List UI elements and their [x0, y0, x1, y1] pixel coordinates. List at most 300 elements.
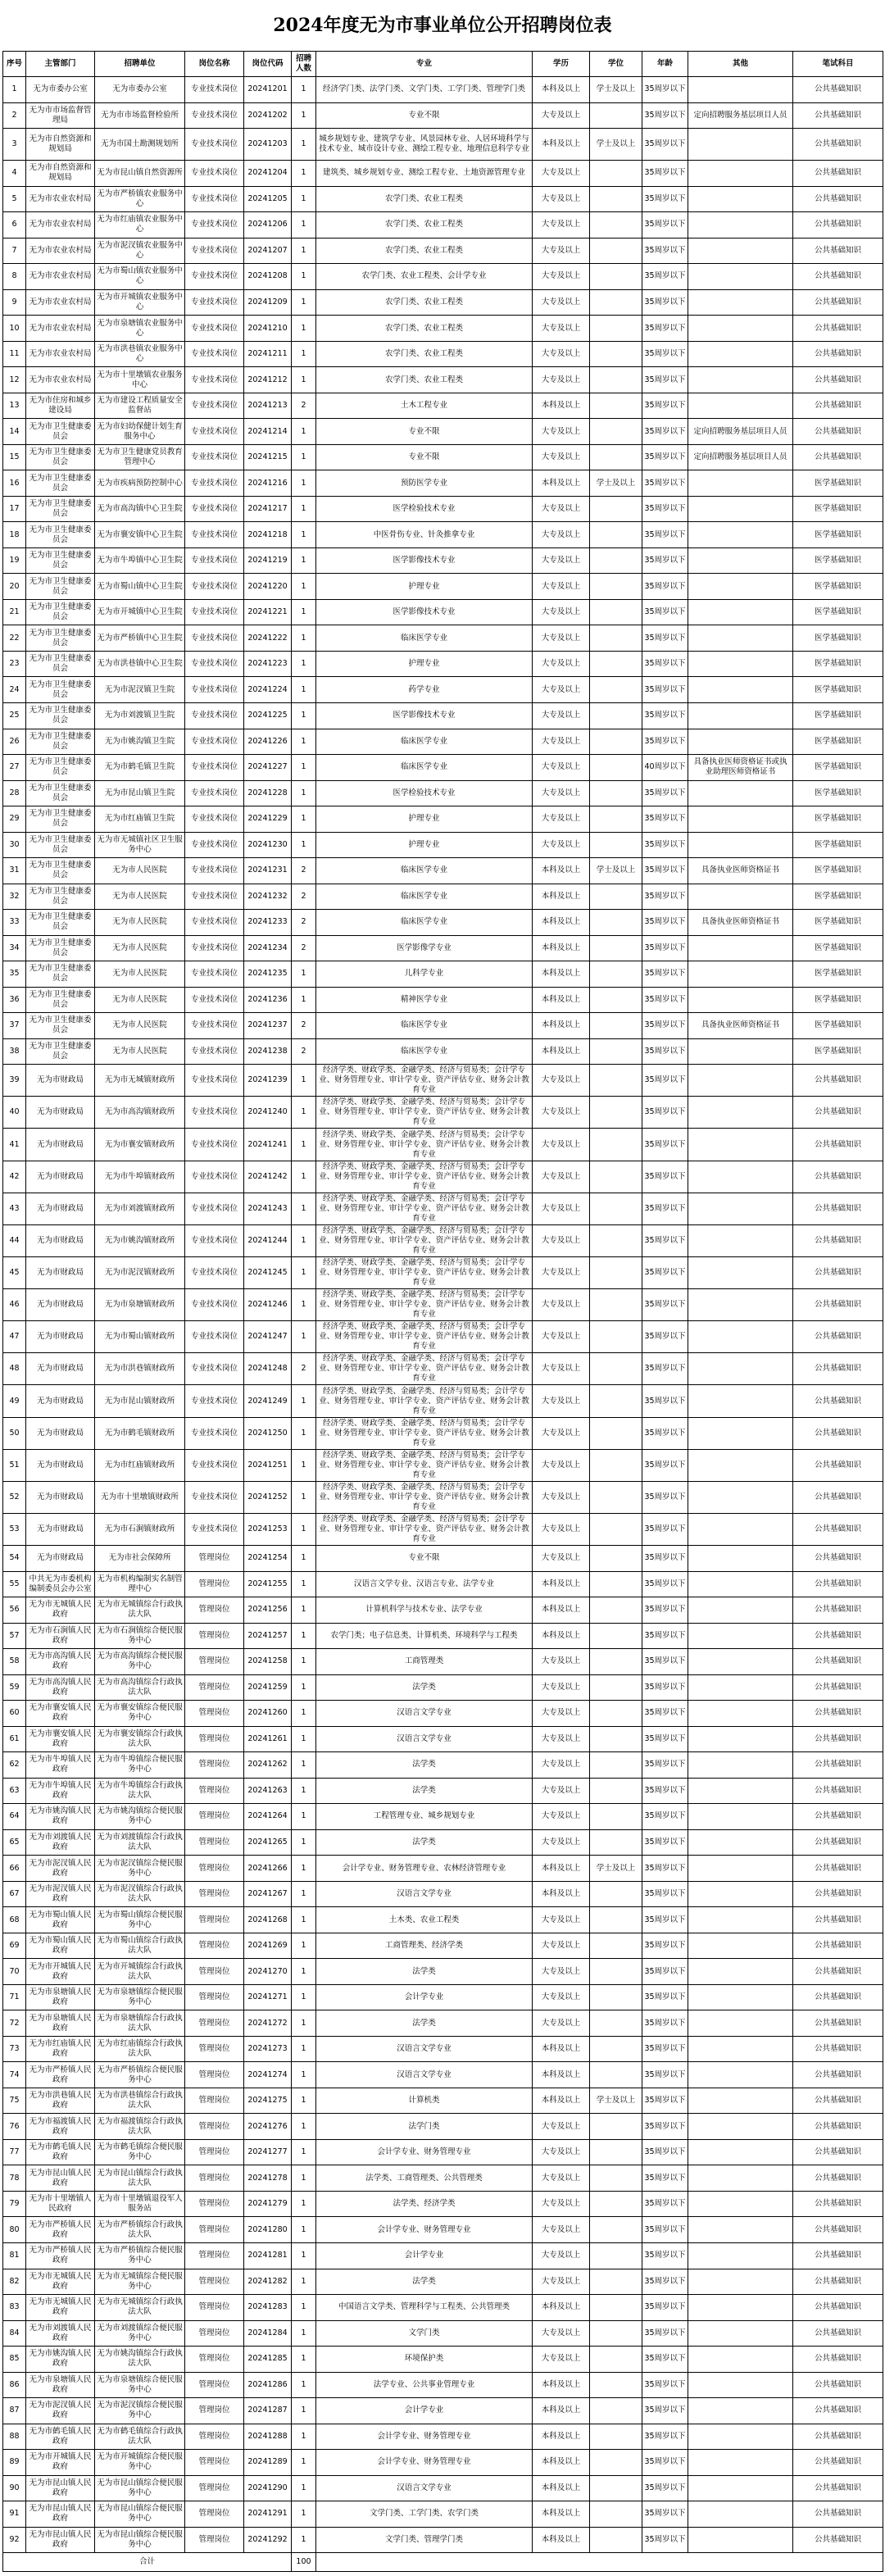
- dept-cell: 无为市农业农村局: [26, 341, 95, 367]
- post-code-cell: 20241206: [244, 212, 292, 239]
- major-cell: 经济学类、财政学类、金融学类、经济与贸易类；会计学专业、财务管理专业、审计学专业、资产评估专业、财务会计教育专业: [316, 1321, 533, 1353]
- other-cell: [688, 1289, 793, 1321]
- major-cell: 医学检验技术专业: [316, 496, 533, 522]
- post-code-cell: 20241241: [244, 1129, 292, 1161]
- exam-cell: 公共基础知识: [793, 129, 883, 161]
- age-cell: 35周岁以下: [642, 2062, 688, 2088]
- post-code-cell: 20241268: [244, 1907, 292, 1933]
- major-cell: 医学影像技术专业: [316, 702, 533, 729]
- degree-cell: [590, 212, 642, 239]
- table-row: [3, 1256, 883, 1288]
- post-code-cell: 20241272: [244, 2010, 292, 2037]
- post-name-cell: 管理岗位: [185, 1623, 244, 1649]
- count-cell: 2: [292, 935, 316, 961]
- unit-cell: 无为市严桥镇农业服务中心: [95, 186, 185, 212]
- count-cell: 1: [292, 1829, 316, 1856]
- major-cell: 会计学专业、财务管理专业: [316, 2217, 533, 2243]
- major-cell: 专业不限: [316, 1546, 533, 1572]
- unit-cell: 无为市泥汊镇综合行政执法大队: [95, 1881, 185, 1907]
- count-cell: 1: [292, 238, 316, 264]
- post-name-cell: 管理岗位: [185, 1856, 244, 1882]
- post-name-cell: 专业技术岗位: [185, 1256, 244, 1288]
- count-cell: 1: [292, 1513, 316, 1545]
- count-cell: 1: [292, 522, 316, 548]
- table-row: [3, 186, 883, 212]
- post-code-cell: 20241222: [244, 625, 292, 652]
- table-row: [3, 832, 883, 858]
- unit-cell: 无为市昆山镇综合便民服务中心: [95, 2501, 185, 2528]
- post-name-cell: 专业技术岗位: [185, 289, 244, 316]
- unit-cell: 无为市鹤毛镇综合便民服务中心: [95, 2139, 185, 2165]
- dept-cell: 无为市卫生健康委员会: [26, 832, 95, 858]
- unit-cell: 无为市昆山镇综合行政执法大队: [95, 2165, 185, 2192]
- age-cell: 35周岁以下: [642, 212, 688, 239]
- row-index: 23: [3, 651, 26, 677]
- count-cell: 1: [292, 1649, 316, 1675]
- table-row: [3, 935, 883, 961]
- major-cell: 建筑类、城乡规划专业、测绘工程专业、土地资源管理专业: [316, 161, 533, 187]
- post-code-cell: 20241287: [244, 2398, 292, 2424]
- education-cell: 大专及以上: [533, 1674, 590, 1701]
- post-code-cell: 20241278: [244, 2165, 292, 2192]
- dept-cell: 无为市财政局: [26, 1449, 95, 1481]
- exam-cell: 公共基础知识: [793, 2450, 883, 2476]
- major-cell: 农学门类、农业工程类: [316, 289, 533, 316]
- age-cell: 35周岁以下: [642, 129, 688, 161]
- other-cell: [688, 1256, 793, 1288]
- major-cell: 文学门类、工学门类、农学门类: [316, 2501, 533, 2528]
- count-cell: 1: [292, 574, 316, 600]
- table-row: [3, 1701, 883, 1727]
- post-code-cell: 20241292: [244, 2527, 292, 2553]
- unit-cell: 无为市刘渡镇综合行政执法大队: [95, 1829, 185, 1856]
- education-cell: 本科及以上: [533, 393, 590, 419]
- major-cell: 临床医学专业: [316, 1038, 533, 1065]
- age-cell: 35周岁以下: [642, 599, 688, 625]
- exam-cell: 公共基础知识: [793, 2295, 883, 2321]
- education-cell: 大专及以上: [533, 2269, 590, 2295]
- post-code-cell: 20241213: [244, 393, 292, 419]
- post-code-cell: 20241275: [244, 2088, 292, 2114]
- degree-cell: [590, 935, 642, 961]
- unit-cell: 无为市洪巷镇综合行政执法大队: [95, 2088, 185, 2114]
- row-index: 41: [3, 1129, 26, 1161]
- major-cell: 医学检验技术专业: [316, 780, 533, 806]
- age-cell: 35周岁以下: [642, 77, 688, 103]
- exam-cell: 公共基础知识: [793, 2010, 883, 2037]
- post-name-cell: 管理岗位: [185, 2527, 244, 2553]
- exam-cell: 公共基础知识: [793, 1513, 883, 1545]
- count-cell: 1: [292, 2398, 316, 2424]
- table-row: [3, 1129, 883, 1161]
- other-cell: [688, 2475, 793, 2501]
- table-row: [3, 2165, 883, 2192]
- other-cell: [688, 729, 793, 755]
- age-cell: 35周岁以下: [642, 1597, 688, 1624]
- major-cell: 专业不限: [316, 419, 533, 445]
- age-cell: 40周岁以下: [642, 755, 688, 781]
- unit-cell: 无为市昆山镇自然资源所: [95, 161, 185, 187]
- table-row: [3, 1674, 883, 1701]
- exam-cell: 医学基础知识: [793, 961, 883, 988]
- table-row: [3, 987, 883, 1013]
- education-cell: 大专及以上: [533, 2320, 590, 2347]
- post-name-cell: 专业技术岗位: [185, 1385, 244, 1417]
- post-name-cell: 管理岗位: [185, 1984, 244, 2010]
- exam-cell: 公共基础知识: [793, 1623, 883, 1649]
- major-cell: 农学门类、农业工程类: [316, 186, 533, 212]
- post-code-cell: 20241284: [244, 2320, 292, 2347]
- major-cell: 汉语言文学专业、汉语言专业、法学专业: [316, 1571, 533, 1597]
- education-cell: 本科及以上: [533, 2295, 590, 2321]
- exam-cell: 医学基础知识: [793, 547, 883, 574]
- unit-cell: 无为市蜀山镇综合行政执法大队: [95, 1933, 185, 1959]
- count-cell: 2: [292, 858, 316, 884]
- row-index: 20: [3, 574, 26, 600]
- post-code-cell: 20241204: [244, 161, 292, 187]
- degree-cell: [590, 1726, 642, 1752]
- post-code-cell: 20241225: [244, 702, 292, 729]
- degree-cell: [590, 496, 642, 522]
- post-name-cell: 管理岗位: [185, 1597, 244, 1624]
- post-code-cell: 20241286: [244, 2372, 292, 2398]
- post-name-cell: 管理岗位: [185, 2114, 244, 2140]
- age-cell: 35周岁以下: [642, 806, 688, 833]
- education-cell: 大专及以上: [533, 1546, 590, 1572]
- education-cell: 大专及以上: [533, 755, 590, 781]
- post-code-cell: 20241231: [244, 858, 292, 884]
- major-cell: 专业不限: [316, 102, 533, 129]
- table-row: [3, 625, 883, 652]
- unit-cell: 无为市鹤毛镇财政所: [95, 1417, 185, 1449]
- age-cell: 35周岁以下: [642, 1513, 688, 1545]
- dept-cell: 无为市牛埠镇人民政府: [26, 1752, 95, 1779]
- dept-cell: 无为市自然资源和规划局: [26, 129, 95, 161]
- other-cell: [688, 470, 793, 497]
- table-row: [3, 496, 883, 522]
- dept-cell: 无为市泉塘镇人民政府: [26, 1984, 95, 2010]
- dept-cell: 无为市委办公室: [26, 77, 95, 103]
- table-row: [3, 2036, 883, 2062]
- post-name-cell: 管理岗位: [185, 1907, 244, 1933]
- other-cell: [688, 367, 793, 393]
- exam-cell: 公共基础知识: [793, 1321, 883, 1353]
- age-cell: 35周岁以下: [642, 316, 688, 342]
- row-index: 34: [3, 935, 26, 961]
- other-cell: [688, 1856, 793, 1882]
- exam-cell: 公共基础知识: [793, 1481, 883, 1513]
- exam-cell: 公共基础知识: [793, 2398, 883, 2424]
- major-cell: 工程管理专业、城乡规划专业: [316, 1804, 533, 1830]
- unit-cell: 无为市开城镇综合便民服务中心: [95, 2450, 185, 2476]
- count-cell: 1: [292, 1778, 316, 1804]
- dept-cell: 无为市卫生健康委员会: [26, 1038, 95, 1065]
- degree-cell: [590, 1321, 642, 1353]
- exam-cell: 公共基础知识: [793, 2501, 883, 2528]
- other-cell: [688, 2527, 793, 2553]
- major-cell: 经济学类、财政学类、金融学类、经济与贸易类；会计学专业、财务管理专业、审计学专业、资产评估专业、财务会计教育专业: [316, 1193, 533, 1224]
- major-cell: 精神医学专业: [316, 987, 533, 1013]
- post-name-cell: 管理岗位: [185, 2062, 244, 2088]
- major-cell: 临床医学专业: [316, 755, 533, 781]
- row-index: 43: [3, 1193, 26, 1224]
- row-index: 89: [3, 2450, 26, 2476]
- table-row: [3, 677, 883, 703]
- other-cell: [688, 2398, 793, 2424]
- unit-cell: 无为市姚沟镇卫生院: [95, 729, 185, 755]
- other-cell: [688, 1161, 793, 1193]
- count-cell: 1: [292, 1289, 316, 1321]
- education-cell: 大专及以上: [533, 1417, 590, 1449]
- dept-cell: 无为市财政局: [26, 1097, 95, 1129]
- degree-cell: [590, 1623, 642, 1649]
- table-row: [3, 910, 883, 936]
- major-cell: 会计学专业、财务管理专业: [316, 2450, 533, 2476]
- exam-cell: 公共基础知识: [793, 1597, 883, 1624]
- post-name-cell: 专业技术岗位: [185, 1321, 244, 1353]
- exam-cell: 医学基础知识: [793, 987, 883, 1013]
- other-cell: [688, 2450, 793, 2476]
- unit-cell: 无为市严桥镇中心卫生院: [95, 625, 185, 652]
- dept-cell: 无为市农业农村局: [26, 186, 95, 212]
- other-cell: [688, 341, 793, 367]
- table-row: [3, 1984, 883, 2010]
- other-cell: [688, 1353, 793, 1385]
- row-index: 72: [3, 2010, 26, 2037]
- table-row: [3, 1829, 883, 1856]
- major-cell: 文学门类、管理学门类: [316, 2527, 533, 2553]
- other-cell: [688, 599, 793, 625]
- row-index: 52: [3, 1481, 26, 1513]
- post-name-cell: 专业技术岗位: [185, 1013, 244, 1039]
- exam-cell: 公共基础知识: [793, 1881, 883, 1907]
- unit-cell: 无为市襄安镇综合便民服务中心: [95, 1701, 185, 1727]
- other-cell: [688, 987, 793, 1013]
- table-row: [3, 2191, 883, 2217]
- age-cell: 35周岁以下: [642, 961, 688, 988]
- other-cell: [688, 2320, 793, 2347]
- dept-cell: 无为市农业农村局: [26, 238, 95, 264]
- table-footer-row: [3, 2553, 883, 2572]
- age-cell: 35周岁以下: [642, 341, 688, 367]
- count-cell: 1: [292, 961, 316, 988]
- table-row: [3, 2217, 883, 2243]
- post-code-cell: 20241238: [244, 1038, 292, 1065]
- other-cell: [688, 1417, 793, 1449]
- post-name-cell: 专业技术岗位: [185, 987, 244, 1013]
- post-name-cell: 专业技术岗位: [185, 316, 244, 342]
- post-name-cell: 专业技术岗位: [185, 1129, 244, 1161]
- dept-cell: 无为市卫生健康委员会: [26, 574, 95, 600]
- table-row: [3, 2295, 883, 2321]
- exam-cell: 公共基础知识: [793, 2424, 883, 2450]
- count-cell: 1: [292, 1321, 316, 1353]
- education-cell: 大专及以上: [533, 1649, 590, 1675]
- degree-cell: [590, 1959, 642, 1985]
- count-cell: 1: [292, 470, 316, 497]
- major-cell: 会计学专业、财务管理专业、农林经济管理专业: [316, 1856, 533, 1882]
- post-code-cell: 20241252: [244, 1481, 292, 1513]
- exam-cell: 医学基础知识: [793, 806, 883, 833]
- degree-cell: [590, 1778, 642, 1804]
- table-row: [3, 1321, 883, 1353]
- post-code-cell: 20241271: [244, 1984, 292, 2010]
- total-count: 100: [292, 2553, 316, 2572]
- dept-cell: 无为市姚沟镇人民政府: [26, 2347, 95, 2373]
- degree-cell: [590, 1933, 642, 1959]
- age-cell: 35周岁以下: [642, 2398, 688, 2424]
- education-cell: 大专及以上: [533, 1321, 590, 1353]
- exam-cell: 公共基础知识: [793, 1289, 883, 1321]
- exam-cell: 医学基础知识: [793, 729, 883, 755]
- unit-cell: 无为市严桥镇综合便民服务中心: [95, 2243, 185, 2269]
- dept-cell: 无为市财政局: [26, 1321, 95, 1353]
- education-cell: 大专及以上: [533, 212, 590, 239]
- other-cell: [688, 1726, 793, 1752]
- age-cell: 35周岁以下: [642, 496, 688, 522]
- age-cell: 35周岁以下: [642, 2424, 688, 2450]
- table-row: [3, 289, 883, 316]
- post-name-cell: 专业技术岗位: [185, 102, 244, 129]
- exam-cell: 医学基础知识: [793, 780, 883, 806]
- count-cell: 1: [292, 1224, 316, 1256]
- post-name-cell: 管理岗位: [185, 1959, 244, 1985]
- column-header: 学位: [590, 52, 642, 77]
- education-cell: 大专及以上: [533, 547, 590, 574]
- row-index: 80: [3, 2217, 26, 2243]
- post-code-cell: 20241223: [244, 651, 292, 677]
- dept-cell: 无为市泉塘镇人民政府: [26, 2010, 95, 2037]
- other-cell: [688, 884, 793, 910]
- dept-cell: 无为市泥汊镇人民政府: [26, 2398, 95, 2424]
- major-cell: 法学类: [316, 1752, 533, 1779]
- age-cell: 35周岁以下: [642, 1804, 688, 1830]
- column-header: 学历: [533, 52, 590, 77]
- education-cell: 大专及以上: [533, 1224, 590, 1256]
- age-cell: 35周岁以下: [642, 1256, 688, 1288]
- table-row: [3, 1778, 883, 1804]
- post-code-cell: 20241202: [244, 102, 292, 129]
- education-cell: 大专及以上: [533, 1984, 590, 2010]
- post-name-cell: 专业技术岗位: [185, 470, 244, 497]
- major-cell: 儿科学专业: [316, 961, 533, 988]
- column-header: 专业: [316, 52, 533, 77]
- dept-cell: 无为市农业农村局: [26, 367, 95, 393]
- row-index: 30: [3, 832, 26, 858]
- exam-cell: 公共基础知识: [793, 1752, 883, 1779]
- row-index: 27: [3, 755, 26, 781]
- count-cell: 1: [292, 1065, 316, 1097]
- other-cell: [688, 522, 793, 548]
- post-code-cell: 20241283: [244, 2295, 292, 2321]
- major-cell: 临床医学专业: [316, 1013, 533, 1039]
- post-name-cell: 专业技术岗位: [185, 910, 244, 936]
- row-index: 14: [3, 419, 26, 445]
- unit-cell: 无为市牛埠镇综合行政执法大队: [95, 1778, 185, 1804]
- exam-cell: 公共基础知识: [793, 264, 883, 290]
- major-cell: 会计学专业: [316, 2243, 533, 2269]
- exam-cell: 公共基础知识: [793, 1984, 883, 2010]
- table-row: [3, 858, 883, 884]
- count-cell: 1: [292, 2217, 316, 2243]
- count-cell: 1: [292, 496, 316, 522]
- degree-cell: [590, 1193, 642, 1224]
- major-cell: 法学类: [316, 2269, 533, 2295]
- post-name-cell: 专业技术岗位: [185, 367, 244, 393]
- dept-cell: 无为市襄安镇人民政府: [26, 1701, 95, 1727]
- exam-cell: 公共基础知识: [793, 1097, 883, 1129]
- count-cell: 2: [292, 393, 316, 419]
- unit-cell: 无为市严桥镇综合便民服务中心: [95, 2062, 185, 2088]
- post-code-cell: 20241255: [244, 1571, 292, 1597]
- degree-cell: [590, 910, 642, 936]
- count-cell: 1: [292, 419, 316, 445]
- post-code-cell: 20241235: [244, 961, 292, 988]
- post-name-cell: 专业技术岗位: [185, 264, 244, 290]
- degree-cell: [590, 2398, 642, 2424]
- exam-cell: 公共基础知识: [793, 102, 883, 129]
- exam-cell: 公共基础知识: [793, 289, 883, 316]
- education-cell: 大专及以上: [533, 419, 590, 445]
- major-cell: 护理专业: [316, 806, 533, 833]
- age-cell: 35周岁以下: [642, 2475, 688, 2501]
- degree-cell: [590, 832, 642, 858]
- post-code-cell: 20241257: [244, 1623, 292, 1649]
- post-code-cell: 20241269: [244, 1933, 292, 1959]
- dept-cell: 无为市昆山镇人民政府: [26, 2165, 95, 2192]
- exam-cell: 公共基础知识: [793, 1193, 883, 1224]
- exam-cell: 公共基础知识: [793, 2243, 883, 2269]
- major-cell: 汉语言文学专业: [316, 2475, 533, 2501]
- dept-cell: 无为市洪巷镇人民政府: [26, 2088, 95, 2114]
- post-name-cell: 专业技术岗位: [185, 419, 244, 445]
- exam-cell: 医学基础知识: [793, 1038, 883, 1065]
- dept-cell: 无为市牛埠镇人民政府: [26, 1778, 95, 1804]
- row-index: 73: [3, 2036, 26, 2062]
- major-cell: 临床医学专业: [316, 729, 533, 755]
- post-code-cell: 20241246: [244, 1289, 292, 1321]
- table-row: [3, 884, 883, 910]
- row-index: 42: [3, 1161, 26, 1193]
- age-cell: 35周岁以下: [642, 1933, 688, 1959]
- major-cell: 经济学类、财政学类、金融学类、经济与贸易类；会计学专业、财务管理专业、审计学专业、资产评估专业、财务会计教育专业: [316, 1417, 533, 1449]
- education-cell: 大专及以上: [533, 1959, 590, 1985]
- degree-cell: [590, 806, 642, 833]
- major-cell: 经济学类、财政学类、金融学类、经济与贸易类；会计学专业、财务管理专业、审计学专业、资产评估专业、财务会计教育专业: [316, 1161, 533, 1193]
- post-name-cell: 管理岗位: [185, 1829, 244, 1856]
- table-row: [3, 1804, 883, 1830]
- dept-cell: 无为市昆山镇人民政府: [26, 2475, 95, 2501]
- table-row: [3, 2114, 883, 2140]
- other-cell: [688, 2036, 793, 2062]
- unit-cell: 无为市人民医院: [95, 1038, 185, 1065]
- age-cell: 35周岁以下: [642, 1959, 688, 1985]
- post-name-cell: 管理岗位: [185, 2398, 244, 2424]
- row-index: 84: [3, 2320, 26, 2347]
- exam-cell: 公共基础知识: [793, 1571, 883, 1597]
- row-index: 66: [3, 1856, 26, 1882]
- major-cell: 临床医学专业: [316, 625, 533, 652]
- post-name-cell: 专业技术岗位: [185, 341, 244, 367]
- table-body: [3, 77, 883, 2553]
- post-name-cell: 管理岗位: [185, 2243, 244, 2269]
- dept-cell: 无为市卫生健康委员会: [26, 599, 95, 625]
- post-code-cell: 20241251: [244, 1449, 292, 1481]
- education-cell: 大专及以上: [533, 316, 590, 342]
- exam-cell: 公共基础知识: [793, 1417, 883, 1449]
- unit-cell: 无为市泉塘镇财政所: [95, 1289, 185, 1321]
- education-cell: 大专及以上: [533, 1193, 590, 1224]
